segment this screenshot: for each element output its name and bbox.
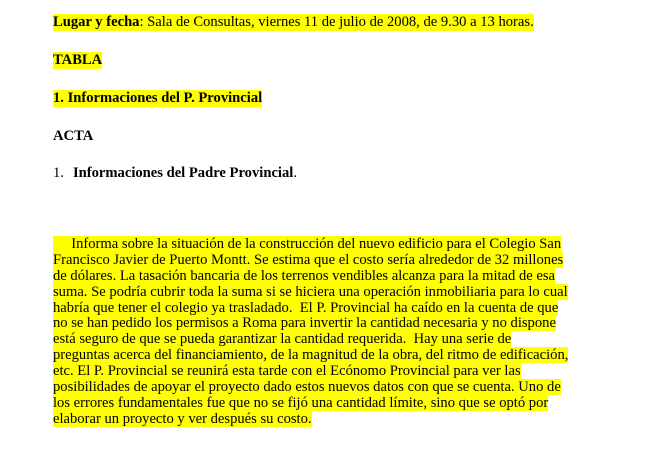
lugar-fecha-line: [53, 14, 534, 31]
lugar-fecha-label: Lugar y fecha: [53, 14, 140, 30]
paragraph-line: de dólares. La tasación bancaria de los terrenos vendibles alcanza para la mitad de esa: [53, 267, 556, 284]
paragraph-line: posibilidades de apoyar el proyecto dado estos nuevos datos con que se cuenta. Uno de: [53, 379, 561, 396]
paragraph-line: habría que tener el colegio ya trasladado. El P. Provincial ha caído en la cuenta de que: [53, 299, 559, 316]
tabla-heading: TABLA: [53, 52, 103, 68]
paragraph-line: elaborar un proyecto y ver después su costo.: [53, 410, 312, 427]
paragraph-line: los errores fundamentales fue que no se fijó una cantidad límite, sino que se optó por: [53, 394, 549, 411]
paragraph-line: preguntas acerca del financiamiento, de la magnitud de la obra, del ritmo de edificación,: [53, 347, 569, 364]
informe-paragraph: [53, 237, 628, 428]
paragraph-line: está seguro de que se pueda garantizar la cantidad requerida. Hay una serie de: [53, 331, 512, 348]
lugar-fecha-text: : Sala de Consultas, viernes 11 de julio de 2008, de 9.30 a 13 horas.: [139, 14, 534, 30]
acta-item-title: Informaciones del Padre Provincial: [72, 165, 294, 181]
acta-heading: ACTA: [53, 128, 94, 144]
paragraph-line: Francisco Javier de Puerto Montt. Se estima que el costo sería alrededor de 32 millones: [53, 251, 564, 268]
paragraph-line: Informa sobre la situación de la construcción del nuevo edificio para el Colegio San: [53, 236, 562, 252]
acta-item-number: 1.: [53, 165, 64, 181]
acta-item-suffix: .: [293, 165, 297, 181]
paragraph-line: etc. El P. Provincial se reunirá esta tarde con el Ecónomo Provincial para ver las: [53, 363, 521, 380]
paragraph-line: suma. Se podría cubrir toda la suma si se hiciera una operación inmobiliaria para lo cual: [53, 283, 568, 300]
acta-item: [53, 165, 297, 182]
tabla-item: 1. Informaciones del P. Provincial: [53, 90, 263, 106]
paragraph-line: no se han pedido los permisos a Roma para invertir la cantidad necesaria y no dispone: [53, 315, 556, 332]
